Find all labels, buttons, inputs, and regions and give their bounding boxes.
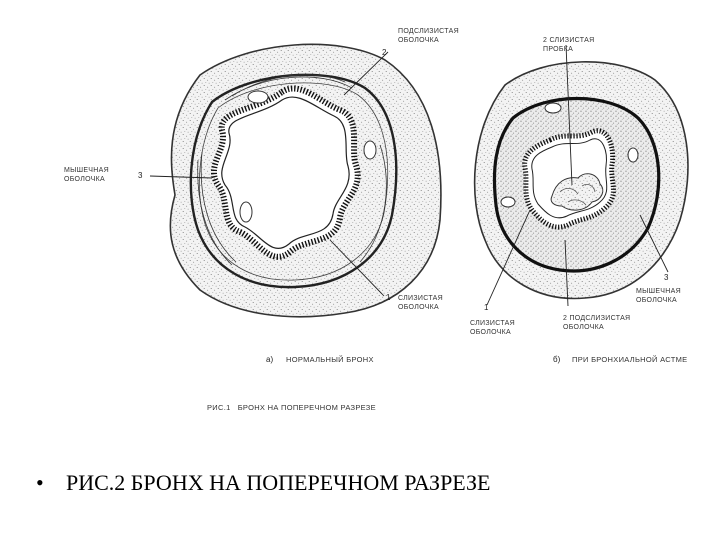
label-number-3: 3 — [138, 171, 143, 180]
label-muscle-layer: МЫШЕЧНАЯ ОБОЛОЧКА — [636, 288, 681, 304]
normal-bronchus — [64, 28, 459, 364]
left-gland — [240, 202, 252, 222]
label-submucosa: ПОДСЛИЗИСТАЯ ОБОЛОЧКА — [398, 28, 459, 44]
panel-letter-b: б) — [553, 355, 561, 364]
bullet-point: • — [36, 470, 44, 495]
label-muscle-layer: МЫШЕЧНАЯ ОБОЛОЧКА — [64, 167, 109, 183]
slide-caption-text: РИС.2 БРОНХ НА ПОПЕРЕЧНОМ РАЗРЕЗЕ — [66, 470, 491, 495]
label-number-2: 2 — [382, 48, 387, 57]
label-number-1: 1 — [484, 303, 489, 312]
label-submucosa: 2 ПОДСЛИЗИСТАЯ ОБОЛОЧКА — [563, 315, 631, 331]
label-number-1: 1 — [386, 293, 391, 302]
left-gland — [364, 141, 376, 159]
label-mucosa: СЛИЗИСТАЯ ОБОЛОЧКА — [398, 295, 443, 311]
label-mucus-plug: 2 СЛИЗИСТАЯ ПРОБКА — [543, 37, 595, 53]
label-mucosa: СЛИЗИСТАЯ ОБОЛОЧКА — [470, 320, 515, 336]
right-gland — [501, 197, 515, 207]
slide-caption — [36, 470, 696, 496]
right-gland — [545, 103, 561, 113]
panel-caption-normal: НОРМАЛЬНЫЙ БРОНХ — [286, 355, 374, 364]
figure-inner-caption: РИС.1 БРОНХ НА ПОПЕРЕЧНОМ РАЗРЕЗЕ — [207, 403, 376, 412]
label-number-3: 3 — [664, 273, 669, 282]
left-gland — [248, 91, 268, 103]
panel-letter-a: а) — [266, 355, 274, 364]
panel-caption-asthma: ПРИ БРОНХИАЛЬНОЙ АСТМЕ — [572, 355, 688, 364]
asthma-bronchus — [470, 37, 688, 364]
right-gland — [628, 148, 638, 162]
